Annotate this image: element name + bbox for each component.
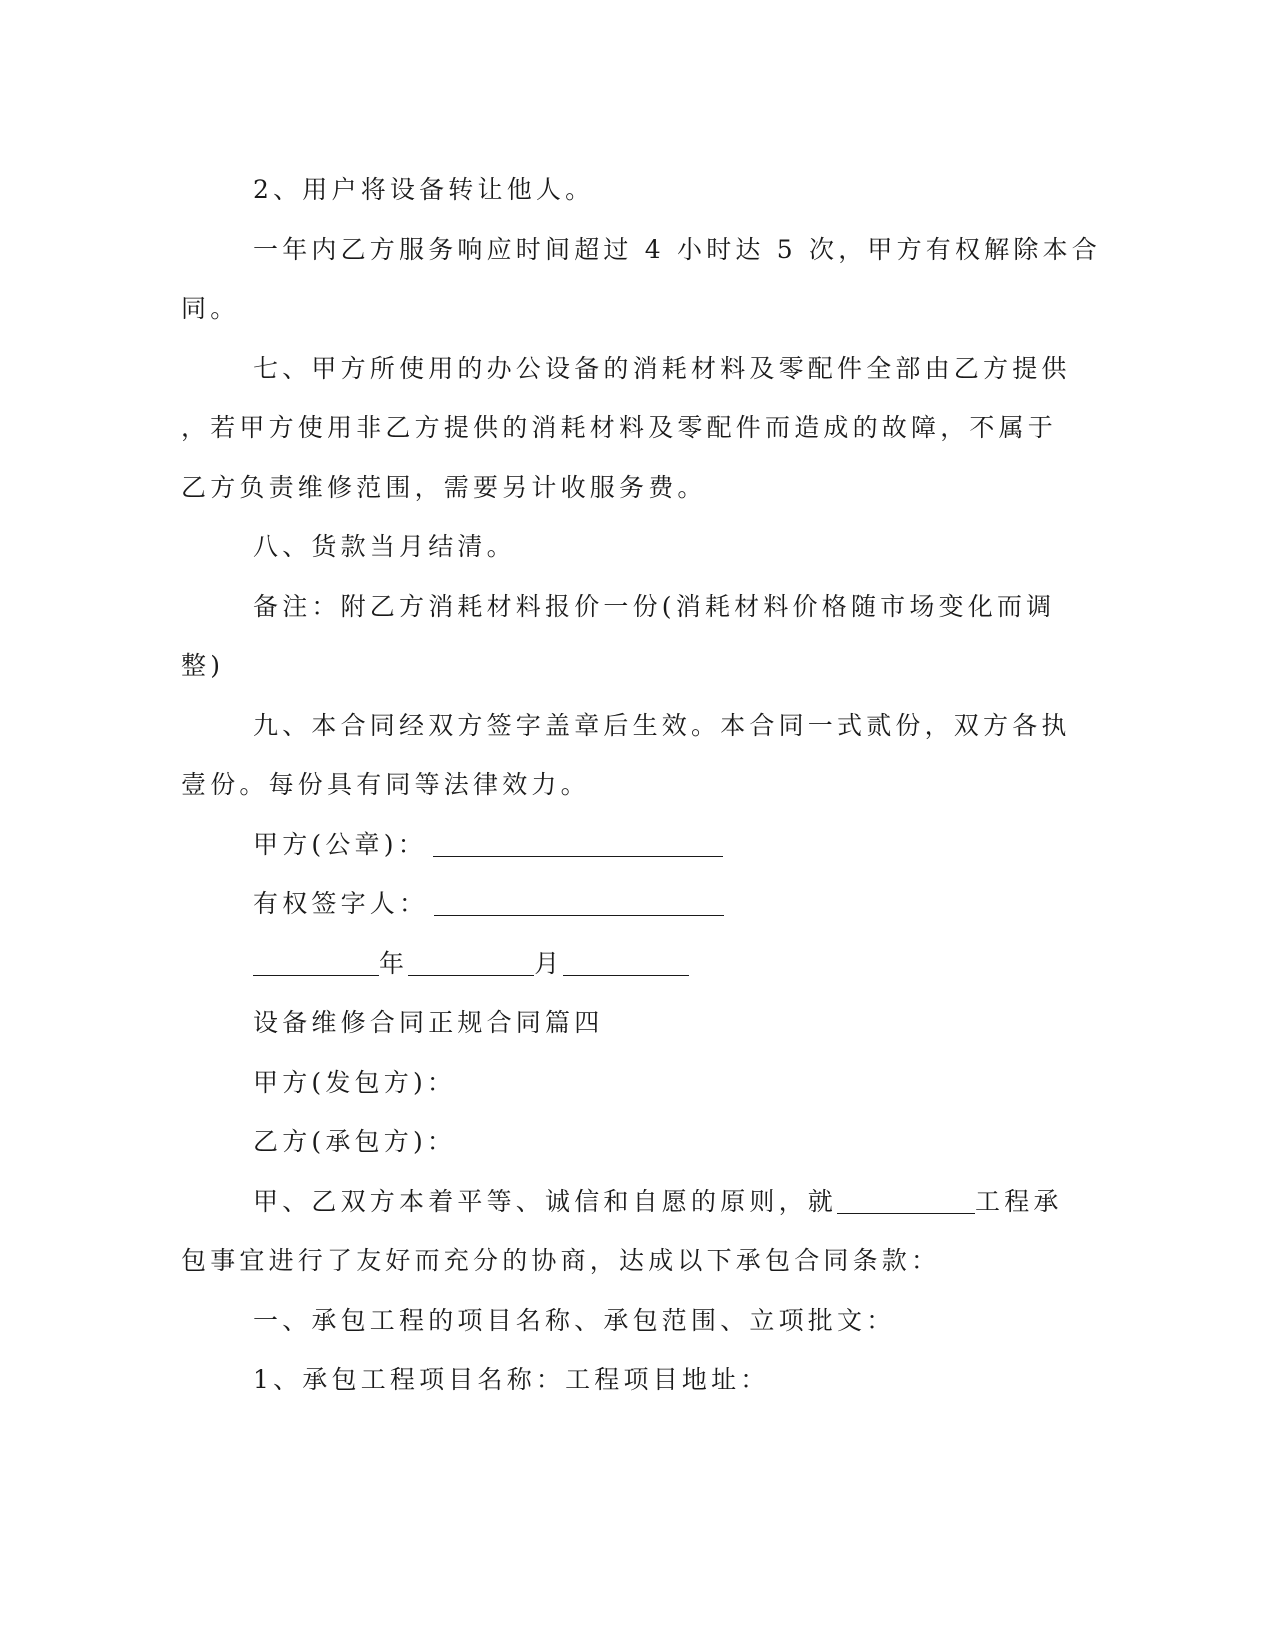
month-blank[interactable] xyxy=(408,951,534,976)
party-a-contractor: 甲方(发包方)： xyxy=(253,1067,457,1097)
party-b-contractor: 乙方(承包方)： xyxy=(253,1127,457,1156)
paragraph-line: 2、用户将设备转让他人。 xyxy=(253,175,595,204)
paragraph-line: 八、货款当月结清。 xyxy=(253,532,516,561)
paragraph-line: 同。 xyxy=(181,294,240,323)
paragraph-line: 整) xyxy=(181,651,225,680)
intro-row xyxy=(181,1172,1063,1232)
clause-1-1: 1、承包工程项目名称：工程项目地址： xyxy=(253,1365,770,1394)
paragraph-line: ，若甲方使用非乙方提供的消耗材料及零配件而造成的故障，不属于 xyxy=(181,413,1058,442)
signatory-blank[interactable] xyxy=(434,891,724,916)
paragraph-line: 壹份。每份具有同等法律效力。 xyxy=(181,770,590,799)
date-row xyxy=(181,934,1041,994)
party-a-seal-row xyxy=(181,815,1041,875)
paragraph-line: 九、本合同经双方签字盖章后生效。本合同一式贰份，双方各执 xyxy=(253,710,1071,740)
paragraph-line: 乙方负责维修范围，需要另计收服务费。 xyxy=(181,472,707,502)
day-blank[interactable] xyxy=(563,951,689,976)
year-blank[interactable] xyxy=(253,951,379,976)
document-body xyxy=(181,160,1102,1410)
paragraph-line: 备注：附乙方消耗材料报价一份(消耗材料价格随市场变化而调 xyxy=(253,591,1056,621)
paragraph-line: 一年内乙方服务响应时间超过 4 小时达 5 次，甲方有权解除本合 xyxy=(253,234,1102,264)
clause-1: 一、承包工程的项目名称、承包范围、立项批文： xyxy=(253,1305,896,1335)
signatory-row xyxy=(181,874,1041,934)
intro-line-2: 包事宜进行了友好而充分的协商，达成以下承包合同条款： xyxy=(181,1246,941,1275)
signatory-label: 有权签字人： xyxy=(253,889,429,918)
intro-text-part2: 工程承 xyxy=(975,1186,1063,1216)
party-a-seal-label: 甲方(公章)： xyxy=(253,829,427,859)
project-name-blank[interactable] xyxy=(837,1189,975,1214)
month-label: 月 xyxy=(534,948,564,978)
section-title: 设备维修合同正规合同篇四 xyxy=(253,1008,604,1037)
year-label: 年 xyxy=(379,948,409,978)
intro-text-part1: 甲、乙双方本着平等、诚信和自愿的原则，就 xyxy=(253,1186,838,1216)
party-a-seal-blank[interactable] xyxy=(433,832,723,857)
paragraph-line: 七、甲方所使用的办公设备的消耗材料及零配件全部由乙方提供 xyxy=(253,353,1071,383)
